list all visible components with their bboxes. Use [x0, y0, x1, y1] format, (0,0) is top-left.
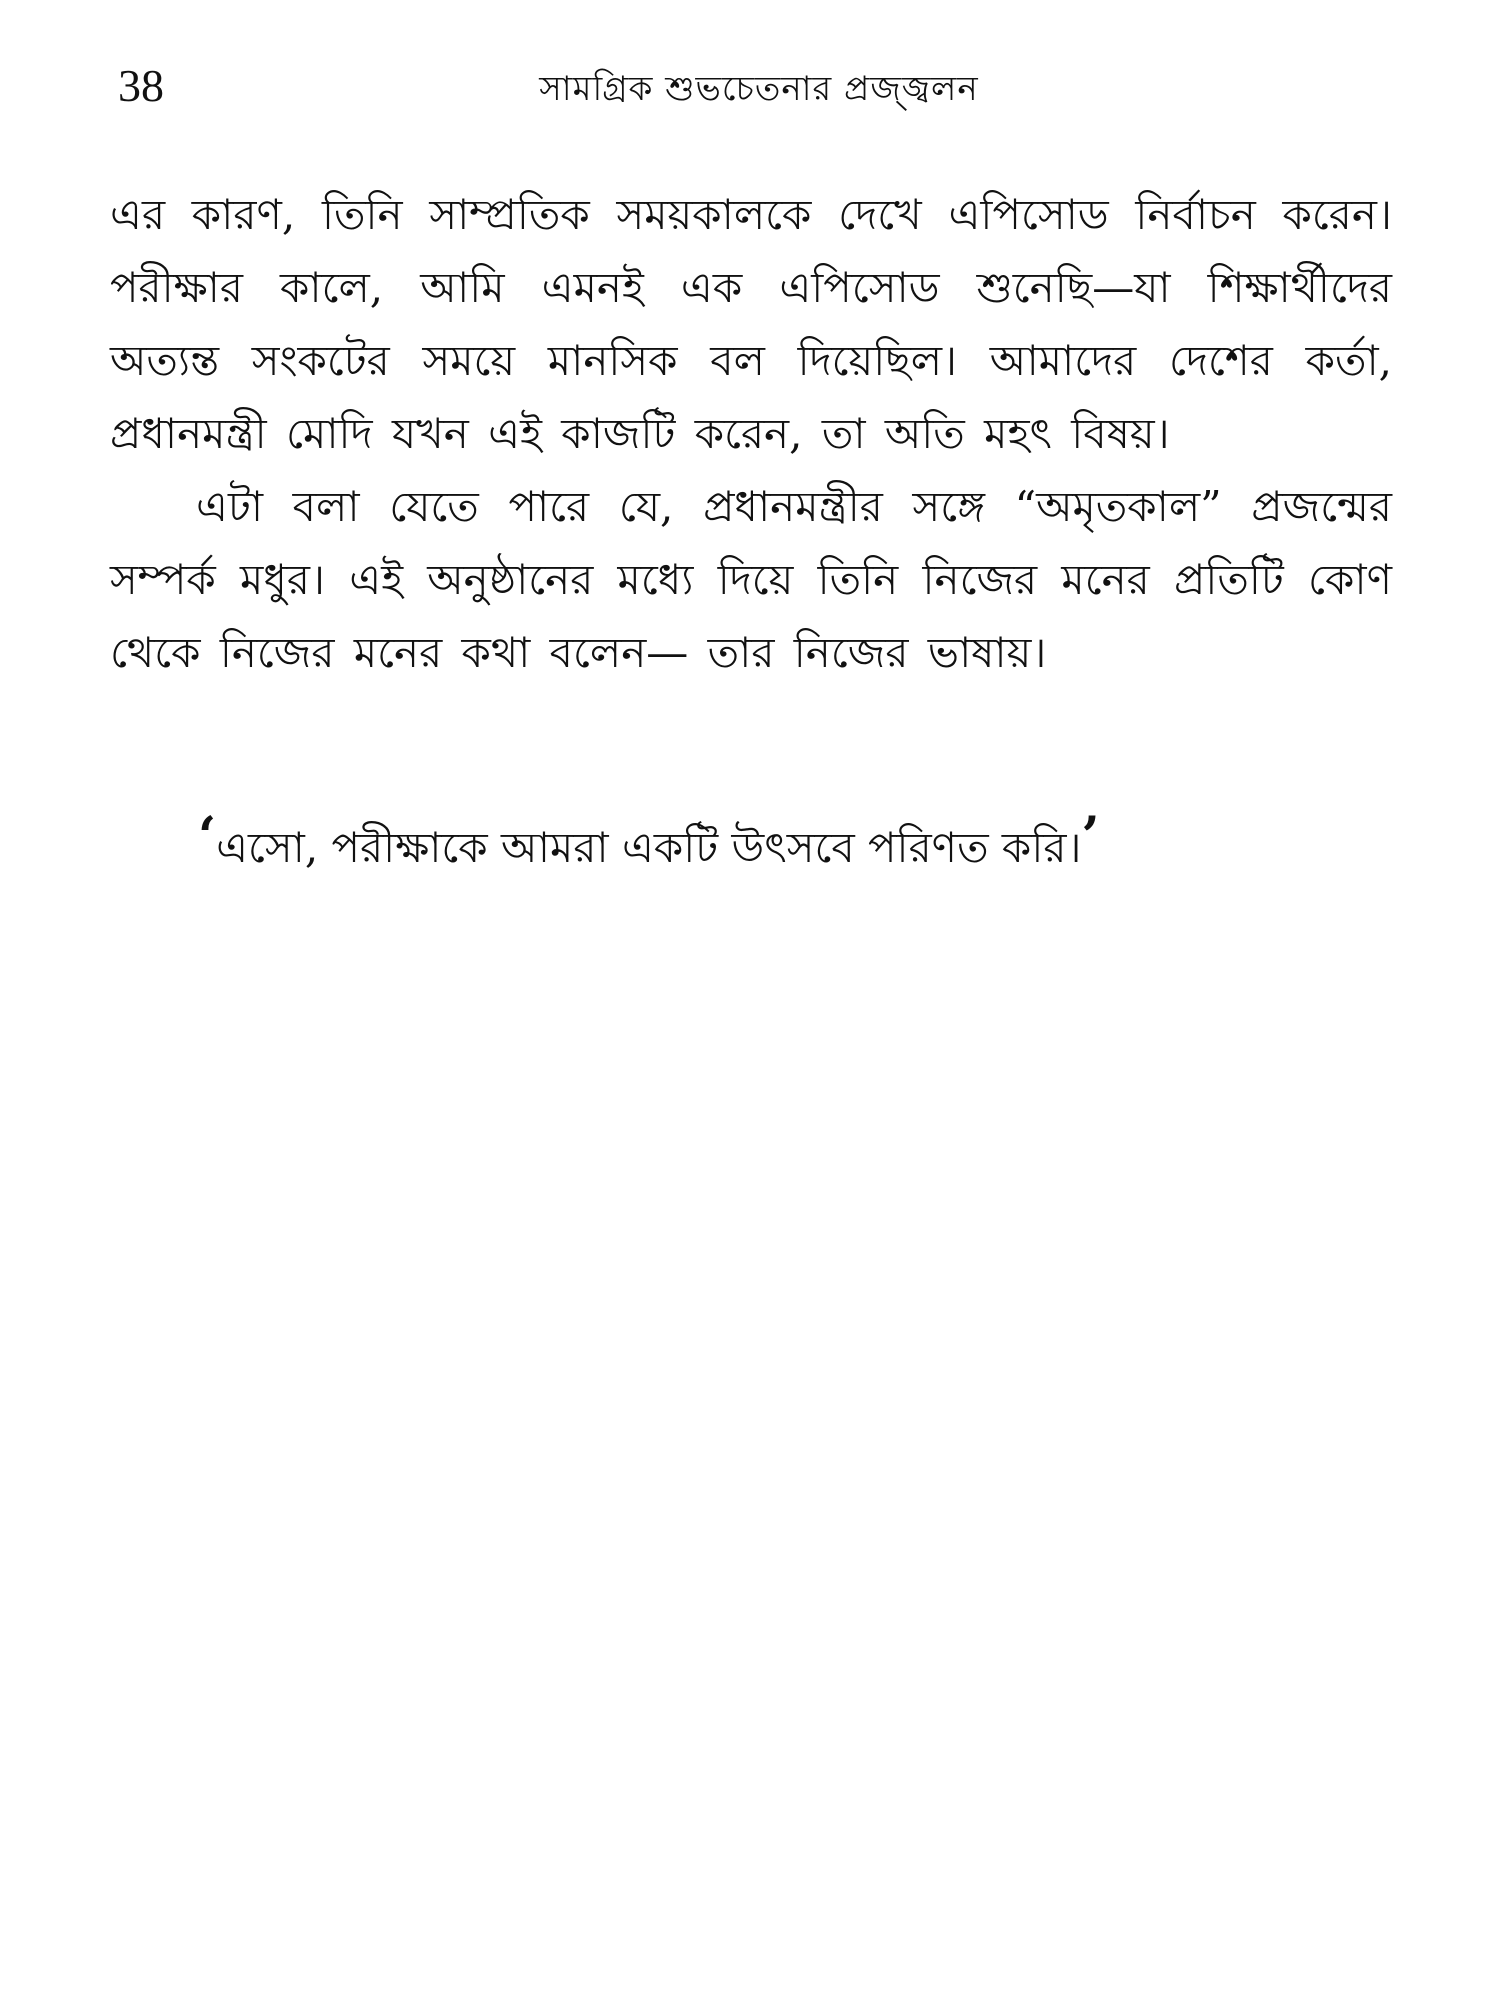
running-title: সামগ্রিক শুভচেতনার প্রজ্জ্বলন — [539, 69, 979, 109]
paragraph-1: এর কারণ, তিনি সাম্প্রতিক সময়কালকে দেখে এপিসোড নির্বাচন করেন। পরীক্ষার কালে, আমি এমনই এক এপিসোড শুনেছি—যা শিক্ষার্থীদের অত্যন্ত সংকটের সময়ে মানসিক বল দিয়েছিল। আমাদের দেশের কর্তা, প্রধানমন্ত্রী মোদি যখন এই কাজটি করেন, তা অতি মহৎ বিষয়। — [110, 190, 1392, 458]
body-text — [110, 178, 1392, 689]
quote-open-mark: ‘ — [198, 806, 217, 867]
pull-quote — [198, 800, 1358, 884]
quote-text: এসো, পরীক্ষাকে আমরা একটি উৎসবে পরিণত করি। — [216, 823, 1082, 872]
page-header — [118, 58, 1400, 118]
page-number: 38 — [118, 60, 164, 111]
paragraph-2: এটা বলা যেতে পারে যে, প্রধানমন্ত্রীর সঙ্গে “অমৃতকাল” প্রজন্মের সম্পর্ক মধুর। এই অনুষ্ঠানের মধ্যে দিয়ে তিনি নিজের মনের প্রতিটি কোণ থেকে নিজের মনের কথা বলেন— তার নিজের ভাষায়। — [110, 482, 1392, 677]
quote-close-mark: ’ — [1081, 806, 1100, 867]
